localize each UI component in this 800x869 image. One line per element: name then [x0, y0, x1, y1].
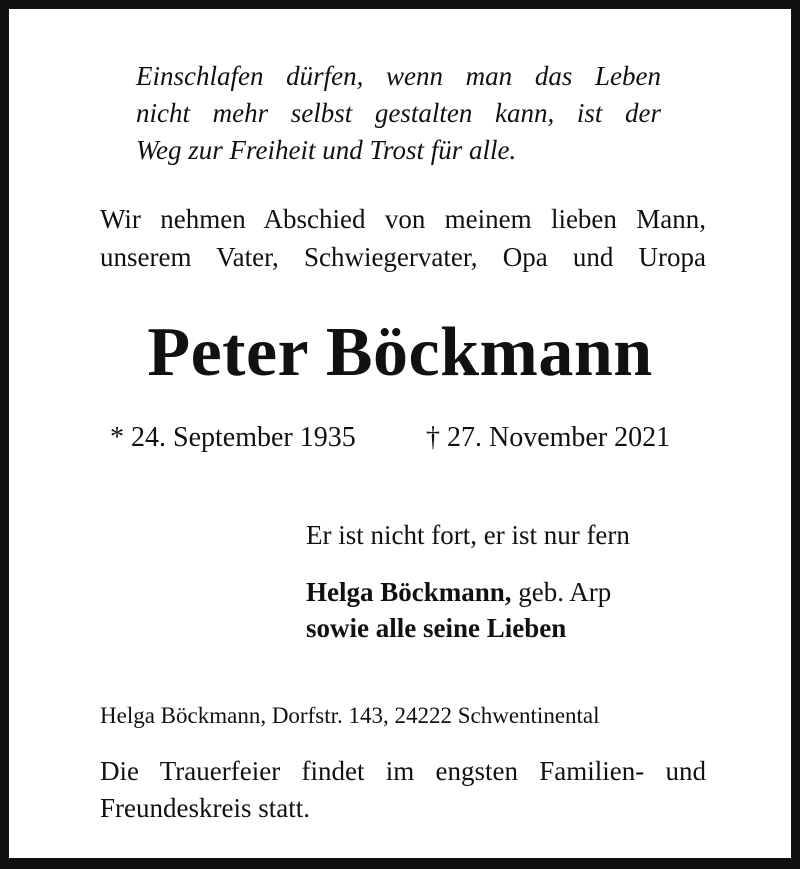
mourner-line — [306, 579, 611, 606]
ceremony-line-1: Die Trauerfeier findet im engsten Familien- und — [100, 756, 706, 786]
mourner-name: Helga Böckmann, — [306, 577, 512, 607]
ceremony-line-2: Freundeskreis statt. — [100, 793, 310, 823]
poem-line-2: nicht mehr selbst gestalten kann, ist der — [136, 98, 661, 128]
intro-line-1: Wir nehmen Abschied von meinem lieben Mann, — [100, 204, 706, 234]
death-date: † 27. November 2021 — [426, 422, 671, 453]
mourner-maiden-name: geb. Arp — [511, 577, 612, 607]
contact-address: Helga Böckmann, Dorfstr. 143, 24222 Schwentinental — [100, 703, 600, 728]
birth-date: * 24. September 1935 — [110, 422, 356, 453]
farewell-quote: Er ist nicht fort, er ist nur fern — [306, 520, 630, 550]
poem-line-3: Weg zur Freiheit und Trost für alle. — [136, 135, 517, 165]
mourner-others: sowie alle seine Lieben — [306, 613, 567, 643]
poem-line-1: Einschlafen dürfen, wenn man das Leben — [136, 61, 661, 91]
deceased-name: Peter Böckmann — [147, 314, 653, 391]
intro-line-2: unserem Vater, Schwiegervater, Opa und Uropa — [100, 242, 706, 272]
